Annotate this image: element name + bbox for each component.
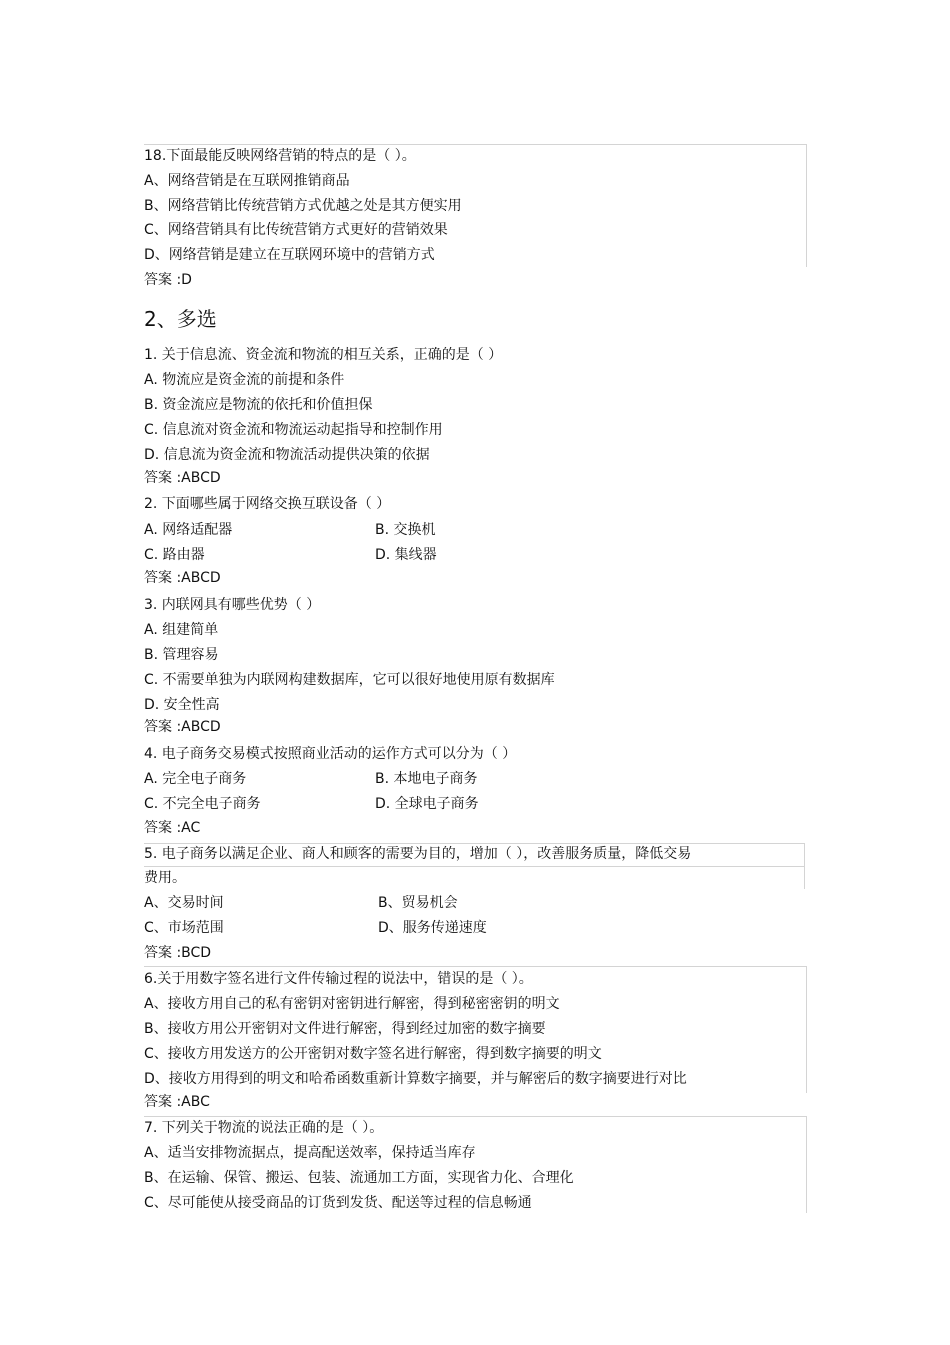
multi-5-option-d: D、服务传递速度 bbox=[378, 920, 487, 936]
multi-3-stem: 3. 内联网具有哪些优势（ ） bbox=[144, 597, 321, 613]
multi-7-option-b: B、在运输、保管、搬运、包装、流通加工方面，实现省力化、合理化 bbox=[144, 1170, 574, 1186]
multi-3-option-b: B. 管理容易 bbox=[144, 647, 219, 663]
multi-2-option-c: C. 路由器 bbox=[144, 547, 205, 563]
multi-6-option-d: D、接收方用得到的明文和哈希函数重新计算数字摘要，并与解密后的数字摘要进行对比 bbox=[144, 1071, 687, 1087]
multi-1-option-b: B. 资金流应是物流的依托和价值担保 bbox=[144, 397, 373, 413]
multi-2-option-d: D. 集线器 bbox=[375, 547, 437, 563]
multi-1-option-d: D. 信息流为资金流和物流活动提供决策的依据 bbox=[144, 447, 430, 463]
question-18-answer: 答案 :D bbox=[144, 272, 192, 288]
multi-2-answer: 答案 :ABCD bbox=[144, 570, 221, 586]
multi-2-option-b: B. 交换机 bbox=[375, 522, 436, 538]
multi-5-option-c: C、市场范围 bbox=[144, 920, 224, 936]
question-18-stem: 18.下面最能反映网络营销的特点的是（ ）。 bbox=[144, 148, 416, 164]
multi-3-option-a: A. 组建简单 bbox=[144, 622, 219, 638]
multi-5-option-a: A、交易时间 bbox=[144, 895, 224, 911]
question-18-option-d: D、网络营销是建立在互联网环境中的营销方式 bbox=[144, 247, 435, 263]
question-18-option-a: A、网络营销是在互联网推销商品 bbox=[144, 173, 350, 189]
multi-6-option-c: C、接收方用发送方的公开密钥对数字签名进行解密，得到数字摘要的明文 bbox=[144, 1046, 602, 1062]
question-18-option-b: B、网络营销比传统营销方式优越之处是其方便实用 bbox=[144, 198, 462, 214]
multi-6-answer: 答案 :ABC bbox=[144, 1094, 210, 1110]
multi-4-answer: 答案 :AC bbox=[144, 820, 201, 836]
multi-4-stem: 4. 电子商务交易模式按照商业活动的运作方式可以分为（ ） bbox=[144, 746, 517, 762]
multi-7-option-a: A、适当安排物流据点，提高配送效率，保持适当库存 bbox=[144, 1145, 476, 1161]
multi-5-option-b: B、贸易机会 bbox=[378, 895, 458, 911]
multi-4-option-a: A. 完全电子商务 bbox=[144, 771, 247, 787]
section-heading: 2、多选 bbox=[144, 307, 217, 331]
multi-1-option-c: C. 信息流对资金流和物流运动起指导和控制作用 bbox=[144, 422, 443, 438]
multi-1-option-a: A. 物流应是资金流的前提和条件 bbox=[144, 372, 345, 388]
multi-1-answer: 答案 :ABCD bbox=[144, 470, 221, 486]
multi-4-option-c: C. 不完全电子商务 bbox=[144, 796, 261, 812]
multi-1-stem: 1. 关于信息流、资金流和物流的相互关系，正确的是（ ） bbox=[144, 347, 503, 363]
multi-6-option-b: B、接收方用公开密钥对文件进行解密，得到经过加密的数字摘要 bbox=[144, 1021, 546, 1037]
multi-6-stem: 6.关于用数字签名进行文件传输过程的说法中，错误的是（ ）。 bbox=[144, 971, 533, 987]
multi-2-option-a: A. 网络适配器 bbox=[144, 522, 233, 538]
multi-5-stem-continued: 费用。 bbox=[144, 870, 186, 886]
multi-5-answer: 答案 :BCD bbox=[144, 945, 212, 961]
multi-6-option-a: A、接收方用自己的私有密钥对密钥进行解密，得到秘密密钥的明文 bbox=[144, 996, 560, 1012]
multi-3-option-d: D. 安全性高 bbox=[144, 697, 220, 713]
frame-q5-line bbox=[144, 866, 804, 867]
question-18-option-c: C、网络营销具有比传统营销方式更好的营销效果 bbox=[144, 222, 448, 238]
multi-3-option-c: C. 不需要单独为内联网构建数据库，它可以很好地使用原有数据库 bbox=[144, 672, 555, 688]
multi-7-stem: 7. 下列关于物流的说法正确的是（ ）。 bbox=[144, 1120, 384, 1136]
multi-2-stem: 2. 下面哪些属于网络交换互联设备（ ） bbox=[144, 496, 391, 512]
multi-4-option-b: B. 本地电子商务 bbox=[375, 771, 478, 787]
multi-5-stem: 5. 电子商务以满足企业、商人和顾客的需要为目的，增加（ ），改善服务质量，降低交易 bbox=[144, 846, 692, 862]
multi-3-answer: 答案 :ABCD bbox=[144, 719, 221, 735]
multi-7-option-c: C、尽可能使从接受商品的订货到发货、配送等过程的信息畅通 bbox=[144, 1195, 532, 1211]
multi-4-option-d: D. 全球电子商务 bbox=[375, 796, 479, 812]
